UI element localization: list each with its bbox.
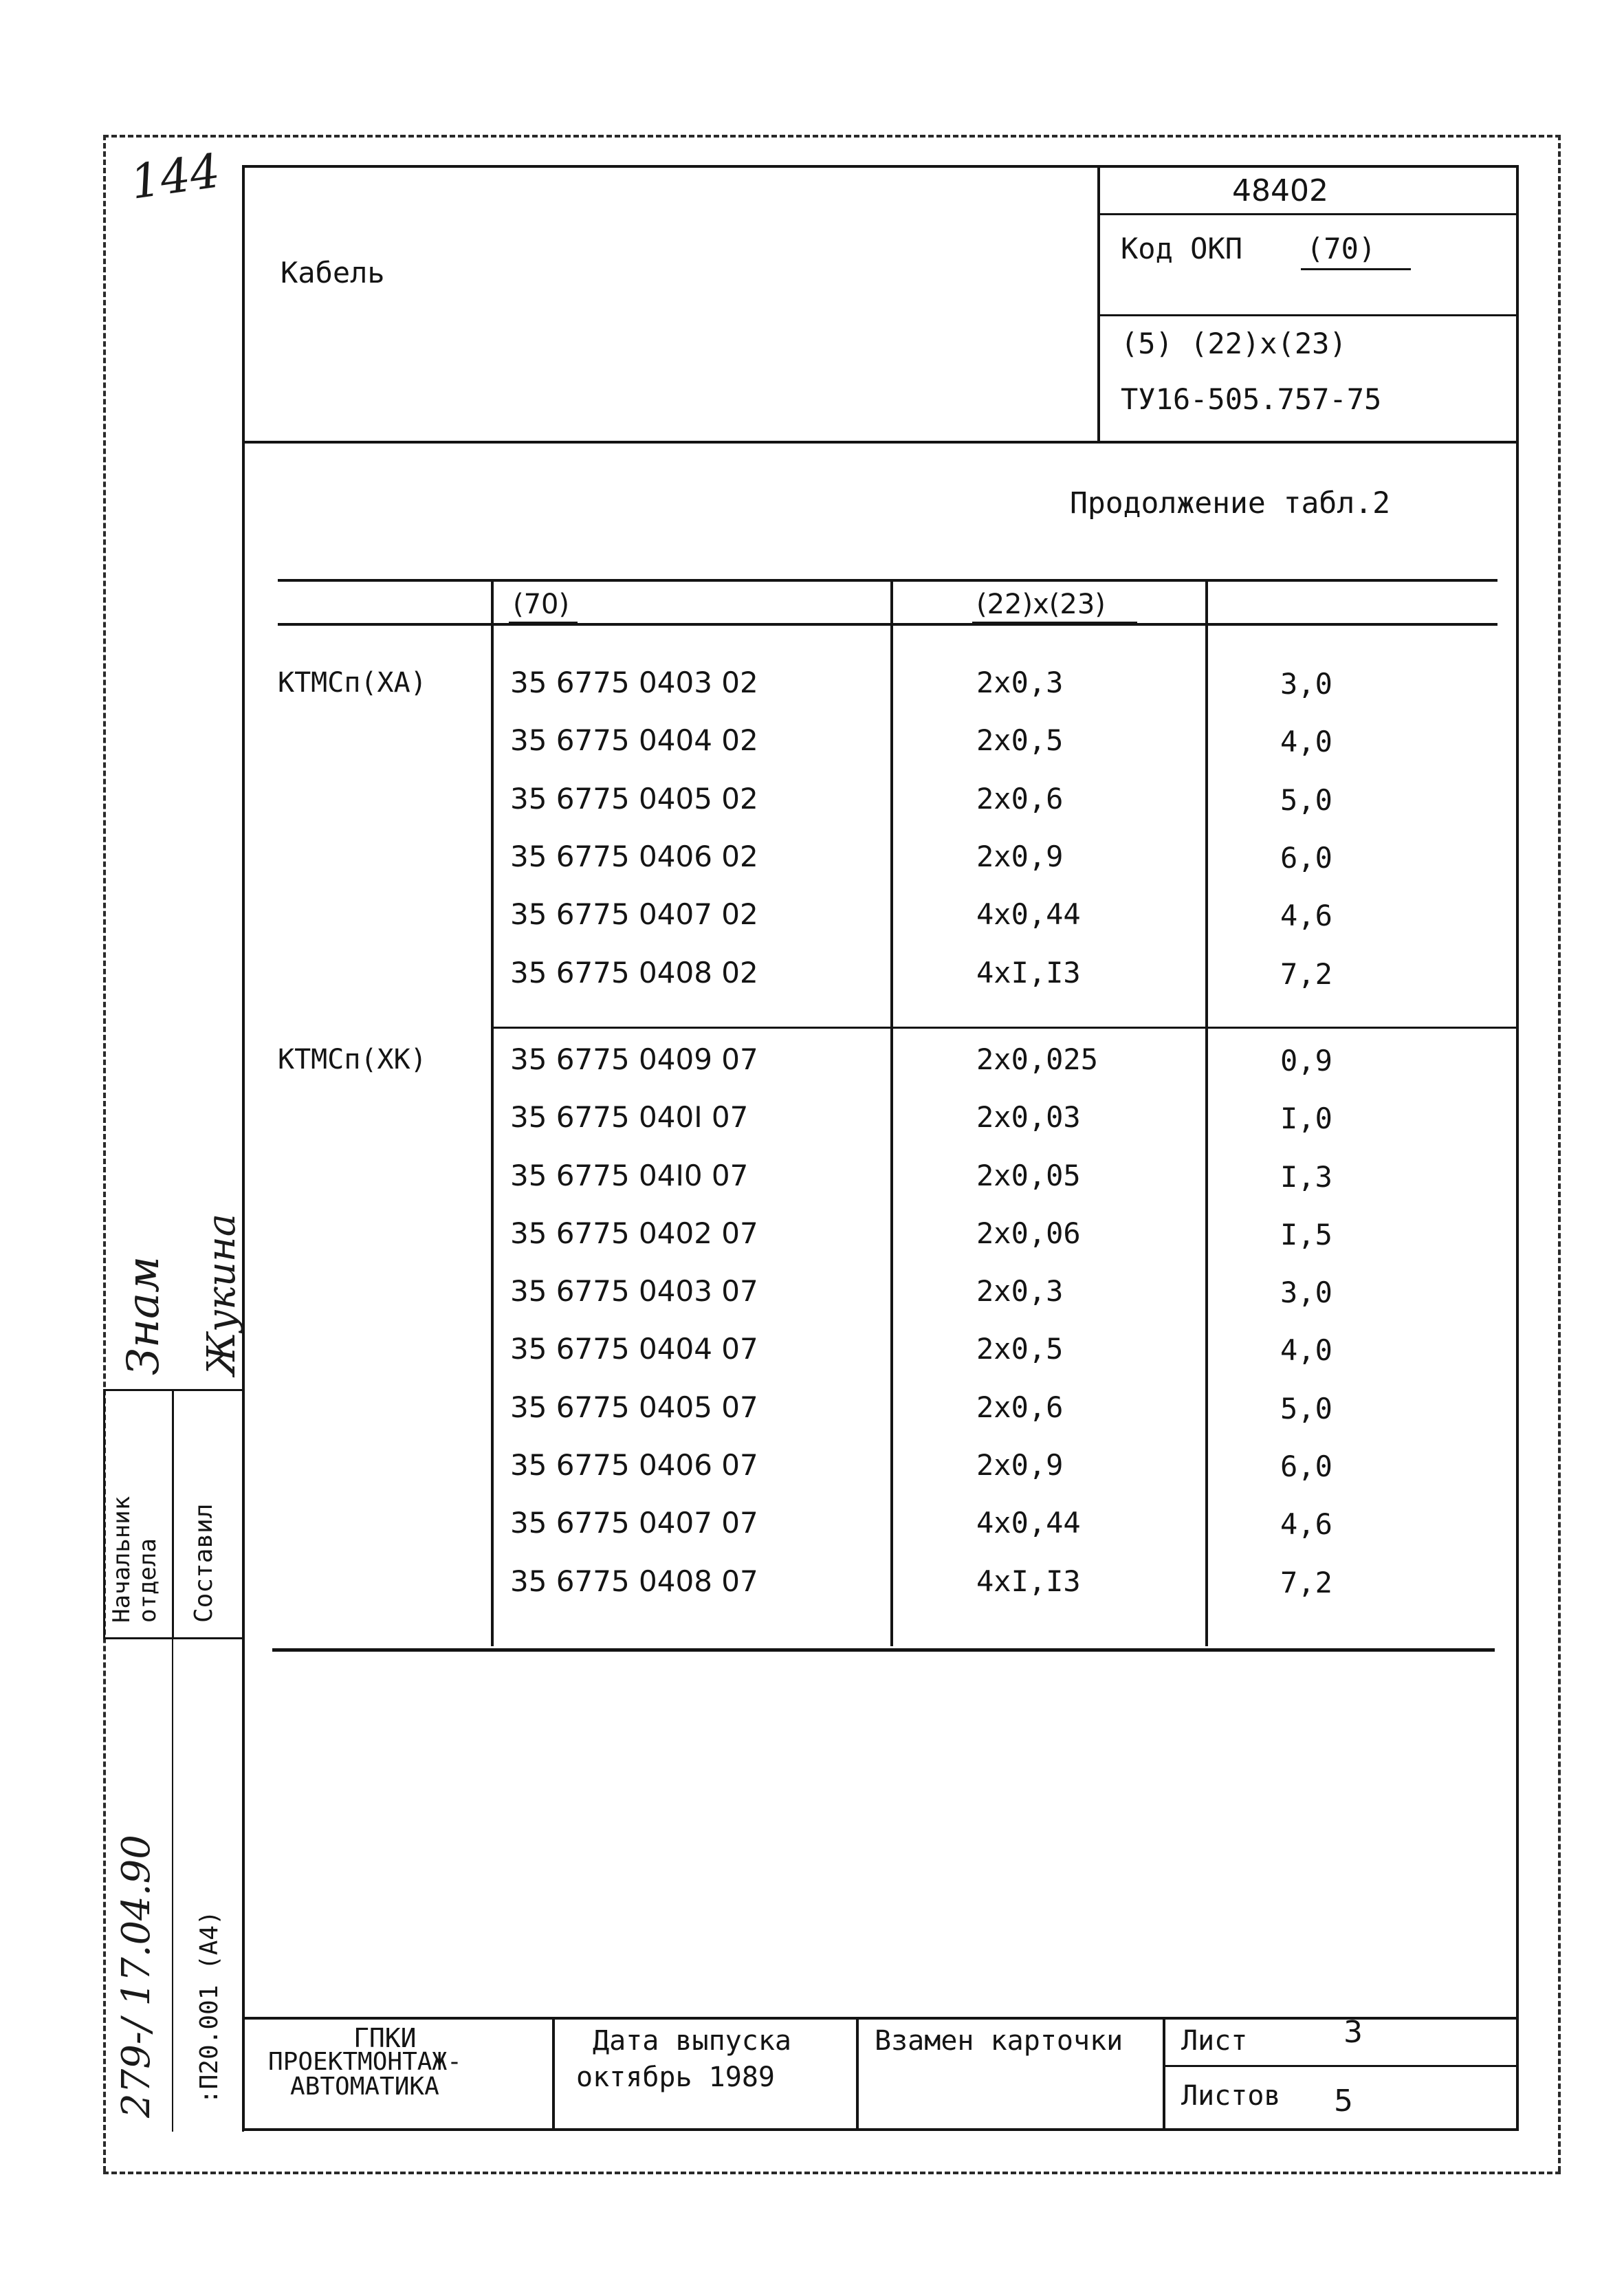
- stamp-signature-2: Жукина: [199, 1213, 244, 1375]
- row-size: 2x0,6: [976, 1390, 1064, 1424]
- row-value: 0,9: [1280, 1044, 1332, 1078]
- table-top-line: [278, 579, 1497, 582]
- row-size: 4xI,I3: [976, 1564, 1081, 1598]
- sheet-value: 3: [1343, 2015, 1363, 2050]
- footer-divider-2: [856, 2017, 859, 2130]
- header-line-1: [1097, 213, 1519, 215]
- row-size: 2x0,9: [976, 1448, 1064, 1482]
- row-size: 4x0,44: [976, 897, 1081, 931]
- row-code: 35 6775 0406 07: [510, 1448, 758, 1482]
- stamp-column-divider: [172, 1389, 174, 1638]
- row-value: I,3: [1280, 1160, 1332, 1194]
- row-value: 3,0: [1280, 667, 1332, 701]
- row-size: 2x0,05: [976, 1159, 1081, 1192]
- stamp-signature-1: Знам: [118, 1256, 169, 1375]
- stamp-head-label: Начальник отдела: [108, 1496, 162, 1623]
- row-value: 5,0: [1280, 783, 1332, 817]
- row-value: 4,6: [1280, 899, 1332, 932]
- col-header-code: (70): [513, 589, 570, 620]
- release-label: Дата выпуска: [593, 2025, 791, 2057]
- row-code: 35 6775 0407 02: [510, 897, 758, 931]
- main-frame-bottom: [242, 2128, 1519, 2131]
- product-name: Кабель: [281, 256, 385, 289]
- group-name: КТМСп(ХК): [278, 1044, 427, 1075]
- header-bottom-line: [242, 441, 1519, 444]
- row-code: 35 6775 0406 02: [510, 840, 758, 873]
- row-code: 35 6775 0402 07: [510, 1216, 758, 1250]
- footer-top-line: [242, 2017, 1519, 2020]
- row-size: 2x0,5: [976, 723, 1064, 757]
- org-name-line1: ГПКИ: [353, 2023, 417, 2053]
- table-group-separator: [492, 1027, 1516, 1029]
- release-date: октябрь 1989: [576, 2062, 775, 2093]
- stamp-top-line: [103, 1389, 243, 1391]
- row-value: 3,0: [1280, 1276, 1332, 1309]
- row-value: I,5: [1280, 1218, 1332, 1251]
- row-code: 35 6775 0409 07: [510, 1042, 758, 1076]
- row-code: 35 6775 0404 07: [510, 1332, 758, 1366]
- stamp-form-code: :П20.001 (А4): [195, 1910, 223, 2104]
- tu-number: ТУ16-505.757-75: [1121, 382, 1382, 416]
- row-code: 35 6775 0403 02: [510, 666, 758, 699]
- row-size: 2x0,025: [976, 1042, 1099, 1076]
- org-name-line3: АВТОМАТИКА: [290, 2073, 439, 2101]
- org-name-line2: ПРОЕКТМОНТАЖ-: [268, 2048, 462, 2076]
- row-value: I,0: [1280, 1102, 1332, 1135]
- header-line-2: [1097, 314, 1519, 316]
- row-value: 5,0: [1280, 1392, 1332, 1425]
- stamp-line-left: [103, 1389, 105, 1638]
- sheets-value: 5: [1334, 2084, 1353, 2119]
- outer-frame-left: [103, 135, 106, 2172]
- row-size: 4xI,I3: [976, 956, 1081, 990]
- row-value: 4,0: [1280, 725, 1332, 758]
- row-code: 35 6775 04I0 07: [510, 1159, 749, 1192]
- row-value: 7,2: [1280, 957, 1332, 991]
- row-code: 35 6775 0407 07: [510, 1506, 758, 1540]
- row-value: 4,0: [1280, 1333, 1332, 1367]
- table-col-divider-1: [491, 579, 494, 1646]
- main-frame-top: [242, 165, 1517, 168]
- footer-sheet-separator: [1163, 2065, 1519, 2067]
- row-code: 35 6775 0405 07: [510, 1390, 758, 1424]
- okp-underline: [1301, 268, 1411, 270]
- continuation-label: Продолжение табл.2: [1070, 486, 1390, 521]
- okp-value: (70): [1306, 232, 1376, 265]
- row-size: 2x0,3: [976, 1274, 1064, 1308]
- header-divider-vertical: [1097, 165, 1100, 443]
- stamp-column-divider-lower: [172, 1639, 173, 2132]
- stamp-bottom-line: [103, 1637, 243, 1639]
- row-code: 35 6775 0403 07: [510, 1274, 758, 1308]
- row-size: 2x0,3: [976, 666, 1064, 699]
- row-value: 6,0: [1280, 841, 1332, 875]
- footer-divider-3: [1163, 2017, 1165, 2130]
- table-col-divider-3: [1205, 579, 1208, 1646]
- outer-frame-top: [103, 135, 1561, 138]
- okp-label: Код ОКП: [1121, 232, 1243, 265]
- row-code: 35 6775 0408 07: [510, 1564, 758, 1598]
- page-number: 144: [127, 144, 223, 210]
- stamp-compiled-label: Составил: [190, 1503, 218, 1623]
- footer-divider-1: [552, 2017, 555, 2130]
- row-code: 35 6775 0408 02: [510, 956, 758, 990]
- table-col-divider-2: [890, 579, 893, 1646]
- row-code: 35 6775 040I 07: [510, 1100, 749, 1134]
- row-value: 7,2: [1280, 1566, 1332, 1599]
- sheets-label: Листов: [1181, 2080, 1281, 2112]
- row-size: 2x0,9: [976, 840, 1064, 873]
- row-size: 2x0,06: [976, 1216, 1081, 1250]
- replacement-label: Взамен карточки: [875, 2025, 1123, 2057]
- col-header-size: (22)x(23): [976, 589, 1106, 620]
- row-size: 2x0,5: [976, 1332, 1064, 1366]
- row-code: 35 6775 0405 02: [510, 782, 758, 816]
- table-header-line: [278, 623, 1497, 626]
- code-number: 48402: [1232, 173, 1328, 208]
- stamp-line-right: [242, 1389, 244, 2132]
- main-frame-right: [1516, 165, 1519, 2130]
- col-header-underline-size: [972, 622, 1137, 623]
- group-name: КТМСп(ХА): [278, 667, 427, 699]
- outer-frame-bottom: [103, 2172, 1561, 2174]
- row-value: 6,0: [1280, 1450, 1332, 1483]
- table-bottom-line: [272, 1648, 1495, 1652]
- col-header-underline-code: [509, 622, 578, 623]
- sheet-label: Лист: [1181, 2025, 1248, 2057]
- row-size: 2x0,6: [976, 782, 1064, 816]
- stamp-reg-note: 279-/ 17.04.90: [114, 1835, 159, 2118]
- row-size: 2x0,03: [976, 1100, 1081, 1134]
- row-size: 4x0,44: [976, 1506, 1081, 1540]
- row-code: 35 6775 0404 02: [510, 723, 758, 757]
- spec-line: (5) (22)x(23): [1121, 327, 1347, 360]
- outer-frame-right: [1558, 135, 1561, 2172]
- row-value: 4,6: [1280, 1507, 1332, 1541]
